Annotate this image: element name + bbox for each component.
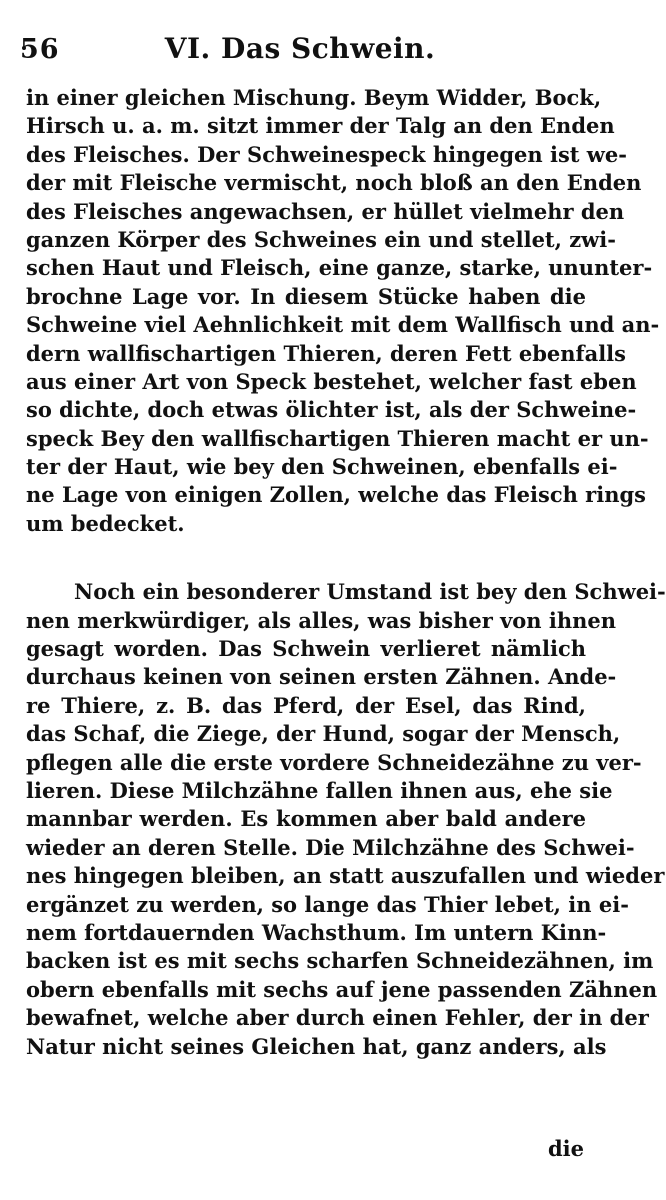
text-line: ne Lage von einigen Zollen, welche das Fleisch rings — [26, 482, 647, 508]
text-line: Noch ein besonderer Umstand ist bey den Schwei- — [74, 579, 666, 605]
text-line: dern wallfischartigen Thieren, deren Fett ebenfalls — [26, 340, 626, 366]
text-line: nes hingegen bleiben, an statt auszufallen und wieder — [26, 863, 665, 889]
text-line: in einer gleichen Mischung. Beym Widder, Bock, — [26, 85, 602, 110]
text-line: Hirsch u. a. m. sitzt immer der Talg an den Enden — [26, 113, 615, 139]
running-title: VI. Das Schwein. — [164, 32, 436, 65]
text-line: backen ist es mit sechs scharfen Schneidezähnen, im — [26, 948, 654, 974]
text-line: pflegen alle die erste vordere Schneidezähne zu ver- — [26, 749, 642, 775]
text-line: nem fortdauernden Wachsthum. Im untern Kinn- — [26, 919, 607, 945]
page-header — [18, 28, 582, 72]
text-line: obern ebenfalls mit sechs auf jene passenden Zähnen — [26, 976, 658, 1002]
text-line: Natur nicht seines Gleichen hat, ganz anders, als — [26, 1033, 607, 1059]
text-line: Schweine viel Aehnlichkeit mit dem Wallfisch und an- — [26, 312, 660, 338]
text-line: aus einer Art von Speck bestehet, welcher fast eben — [26, 368, 637, 394]
body-text — [26, 84, 666, 1061]
text-line: bewafnet, welche aber durch einen Fehler, der in der — [26, 1005, 649, 1031]
text-line: des Fleisches angewachsen, er hüllet vielmehr den — [26, 198, 625, 224]
text-line: um bedecket. — [26, 510, 185, 536]
paragraph-1 — [26, 84, 660, 538]
text-line: ergänzet zu werden, so lange das Thier lebet, in ei- — [26, 891, 629, 917]
text-line: nen merkwürdiger, als alles, was bisher von ihnen — [26, 607, 616, 633]
text-line: der mit Fleische vermischt, noch bloß an den Enden — [26, 170, 642, 196]
page-number: 56 — [20, 34, 60, 65]
paragraph-2 — [26, 578, 666, 1061]
paragraph-gap — [26, 538, 586, 578]
text-line: mannbar werden. Es kommen aber bald andere — [26, 806, 586, 832]
text-line: durchaus keinen von seinen ersten Zähnen. Ande- — [26, 664, 617, 690]
text-line: das Schaf, die Ziege, der Hund, sogar der Mensch, — [26, 721, 621, 747]
text-line: brochne Lage vor. In diesem Stücke haben die — [26, 283, 586, 309]
text-line: wieder an deren Stelle. Die Milchzähne des Schwei- — [26, 834, 635, 860]
catchword: die — [547, 1136, 584, 1161]
text-line: lieren. Diese Milchzähne fallen ihnen aus, ehe sie — [26, 777, 613, 803]
text-line: so dichte, doch etwas ölichter ist, als der Schweine- — [26, 397, 637, 423]
text-line: ter der Haut, wie bey den Schweinen, ebenfalls ei- — [26, 454, 618, 480]
text-line: schen Haut und Fleisch, eine ganze, starke, ununter- — [26, 255, 653, 281]
text-line: ganzen Körper des Schweines ein und stellet, zwi- — [26, 226, 616, 252]
text-line: re Thiere, z. B. das Pferd, der Esel, das Rind, — [26, 692, 586, 718]
text-line: des Fleisches. Der Schweinespeck hingegen ist we- — [26, 141, 627, 167]
text-line: speck Bey den wallfischartigen Thieren macht er un- — [26, 425, 649, 451]
text-line: gesagt worden. Das Schwein verlieret nämlich — [26, 636, 586, 662]
